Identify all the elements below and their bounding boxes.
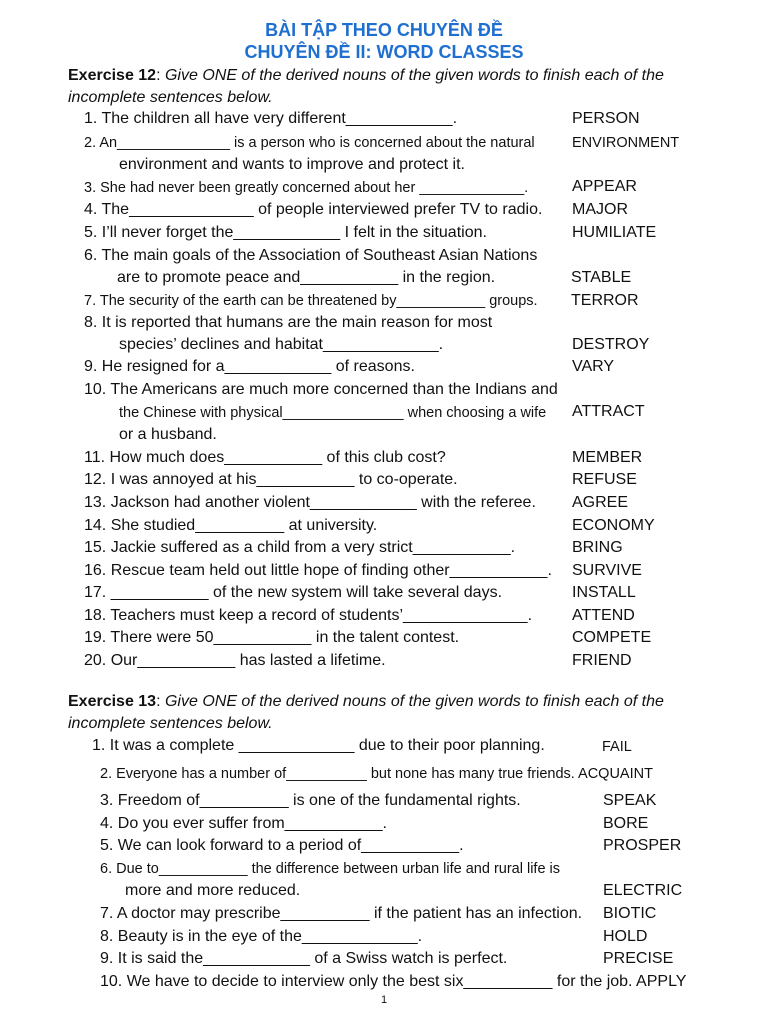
ex12-sentence-18: 18. Teachers must keep a record of students’______________. — [84, 607, 533, 624]
exercise-13-heading — [68, 691, 708, 735]
ex13-sentence-10: 10. We have to decide to interview only the best six__________ for the job. APPLY — [100, 973, 687, 990]
ex12-word-16: SURVIVE — [572, 562, 642, 579]
ex12-word-8: DESTROY — [572, 336, 650, 353]
ex12-sentence-12: 12. I was annoyed at his___________ to co-operate. — [84, 471, 458, 488]
ex12-sentence-3: 3. She had never been greatly concerned about her _____________. — [84, 180, 529, 196]
exercise-12-sep: : — [156, 67, 165, 84]
ex12-sentence-16: 16. Rescue team held out little hope of finding other___________. — [84, 562, 552, 579]
exercise-12-heading — [68, 65, 708, 109]
ex12-word-17: INSTALL — [572, 584, 636, 601]
ex12-sentence-10: 10. The Americans are much more concerned than the Indians and — [84, 381, 558, 398]
ex12-sentence-1: 1. The children all have very different____________. — [84, 110, 458, 127]
ex12-word-15: BRING — [572, 539, 623, 556]
ex12-word-1: PERSON — [572, 110, 640, 127]
ex13-word-8: HOLD — [603, 928, 648, 945]
ex12-word-19: COMPETE — [572, 629, 652, 646]
ex13-sentence-2: 2. Everyone has a number of__________ but none has many true friends. ACQUAINT — [100, 766, 653, 782]
ex13-sentence-1: 1. It was a complete _____________ due to their poor planning. — [92, 737, 545, 754]
ex12-word-12: REFUSE — [572, 471, 637, 488]
document-title-line-2: CHUYÊN ĐỀ II: WORD CLASSES — [244, 42, 524, 62]
ex12-sentence-2-cont: environment and wants to improve and protect it. — [119, 156, 465, 173]
document-title-line-1: BÀI TẬP THEO CHUYÊN ĐỀ — [265, 20, 503, 40]
ex12-word-10: ATTRACT — [572, 403, 645, 420]
ex12-word-20: FRIEND — [572, 652, 632, 669]
ex12-sentence-19: 19. There were 50___________ in the talent contest. — [84, 629, 460, 646]
ex12-word-14: ECONOMY — [572, 517, 655, 534]
ex12-sentence-20: 20. Our___________ has lasted a lifetime. — [84, 652, 386, 669]
ex13-sentence-8: 8. Beauty is in the eye of the_____________. — [100, 928, 423, 945]
ex12-sentence-2: 2. An______________ is a person who is concerned about the natural — [84, 135, 535, 151]
ex13-word-6: ELECTRIC — [603, 882, 683, 899]
exercise-12-instruction-2: incomplete sentences below. — [68, 89, 273, 106]
ex12-word-11: MEMBER — [572, 449, 643, 466]
ex12-word-18: ATTEND — [572, 607, 635, 624]
ex13-word-3: SPEAK — [603, 792, 657, 809]
exercise-13-instruction-1: Give ONE of the derived nouns of the given words to finish each of the — [164, 693, 664, 710]
exercise-13-sep: : — [156, 693, 165, 710]
ex12-sentence-14: 14. She studied__________ at university. — [84, 517, 378, 534]
exercise-13-label: Exercise 13 — [68, 693, 157, 710]
ex13-sentence-7: 7. A doctor may prescribe__________ if the patient has an infection. — [100, 905, 583, 922]
exercise-12-instruction-1: Give ONE of the derived nouns of the given words to finish each of the — [164, 67, 664, 84]
ex13-sentence-3: 3. Freedom of__________ is one of the fundamental rights. — [100, 792, 521, 809]
ex12-sentence-8: 8. It is reported that humans are the main reason for most — [84, 314, 493, 331]
ex12-sentence-7: 7. The security of the earth can be threatened by___________ groups. — [84, 293, 538, 309]
ex13-sentence-6: 6. Due to___________ the difference between urban life and rural life is — [100, 861, 561, 877]
ex13-sentence-6-cont: more and more reduced. — [125, 882, 301, 899]
ex13-word-1: FAIL — [602, 739, 632, 755]
exercise-12-label: Exercise 12 — [68, 67, 157, 84]
ex12-sentence-5: 5. I’ll never forget the____________ I felt in the situation. — [84, 224, 487, 241]
ex12-sentence-9: 9. He resigned for a____________ of reasons. — [84, 358, 415, 375]
ex12-word-2: ENVIRONMENT — [572, 135, 680, 151]
exercise-13-instruction-2: incomplete sentences below. — [68, 715, 273, 732]
ex12-sentence-17: 17. ___________ of the new system will take several days. — [84, 584, 503, 601]
ex12-sentence-11: 11. How much does___________ of this club cost? — [84, 449, 446, 466]
ex13-word-7: BIOTIC — [603, 905, 657, 922]
ex12-word-6: STABLE — [571, 269, 632, 286]
ex12-word-13: AGREE — [572, 494, 629, 511]
ex12-sentence-10-cont: the Chinese with physical_______________ when choosing a wife — [119, 405, 547, 421]
ex13-word-5: PROSPER — [603, 837, 682, 854]
ex12-sentence-6-cont: are to promote peace and___________ in the region. — [117, 269, 496, 286]
ex12-word-7: TERROR — [571, 292, 639, 309]
ex13-sentence-4: 4. Do you ever suffer from___________. — [100, 815, 387, 832]
ex12-word-3: APPEAR — [572, 178, 637, 195]
ex12-sentence-10-cont-2: or a husband. — [119, 426, 217, 443]
ex12-sentence-13: 13. Jackson had another violent____________ with the referee. — [84, 494, 536, 511]
ex12-sentence-8-cont: species’ declines and habitat_____________. — [119, 336, 444, 353]
ex13-word-4: BORE — [603, 815, 649, 832]
ex12-word-4: MAJOR — [572, 201, 628, 218]
ex12-word-9: VARY — [572, 358, 615, 375]
ex12-sentence-4: 4. The______________ of people interviewed prefer TV to radio. — [84, 201, 543, 218]
page-number: 1 — [380, 994, 388, 1006]
ex13-sentence-9: 9. It is said the____________ of a Swiss watch is perfect. — [100, 950, 508, 967]
ex13-sentence-5: 5. We can look forward to a period of___________. — [100, 837, 464, 854]
ex12-sentence-15: 15. Jackie suffered as a child from a very strict___________. — [84, 539, 516, 556]
ex13-word-9: PRECISE — [603, 950, 674, 967]
ex12-word-5: HUMILIATE — [572, 224, 657, 241]
ex12-sentence-6: 6. The main goals of the Association of Southeast Asian Nations — [84, 247, 538, 264]
